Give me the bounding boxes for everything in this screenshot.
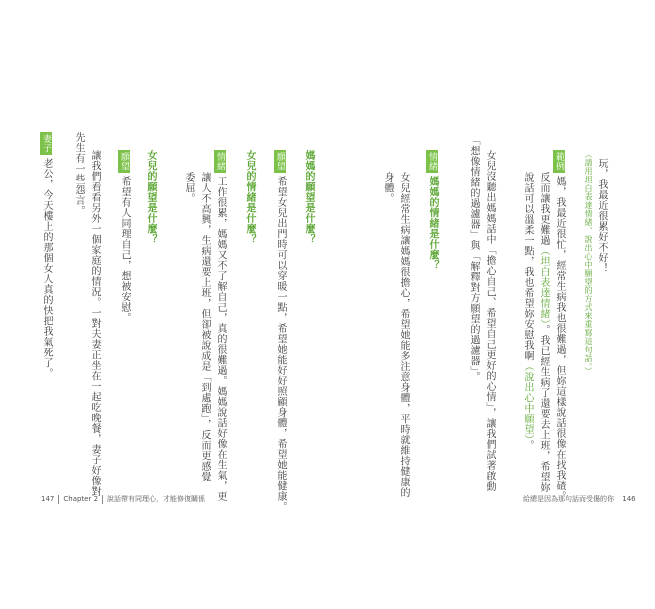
footer-left	[41, 494, 205, 504]
instruction-column: （請用坦白表達情緒、說出心中願望的方式來重寫這句話。）	[584, 150, 593, 376]
dialogue-column	[40, 132, 53, 379]
emotion-section	[426, 150, 439, 271]
wish-tag: 願望	[119, 152, 129, 171]
example-tag: 範例	[554, 152, 564, 171]
emotion-tag: 情緒	[215, 152, 225, 171]
text-span: 。	[522, 440, 533, 451]
page-number: 147	[41, 495, 55, 503]
text-span: 反而讓我更難過	[538, 172, 549, 246]
emotion-text: 工作很累，媽媽又不了解自己，真的很難過。媽媽說話好像在生氣，更	[215, 176, 226, 502]
text-span: 。我已經生病了還要去上班，希望妳	[538, 324, 549, 493]
wish-column	[118, 150, 131, 323]
wish-column	[274, 150, 287, 512]
text-column: 女兒經常生病讓媽媽很擔心，希望她能多注意身體，平時就維持健康的	[398, 172, 409, 498]
chapter-label: Chapter 2	[63, 495, 99, 503]
running-title: 給總是因為那句話而受傷的你	[523, 495, 614, 503]
section-heading: 媽媽的情緒是什麼？	[427, 176, 438, 271]
text-column: 委屈。	[183, 172, 194, 204]
divider	[58, 495, 59, 504]
chapter-title: 說話帶有同理心，才能修復關係	[107, 495, 206, 503]
text-column: 玩，我最近很累好不好！	[596, 158, 607, 274]
wish-annotation: （說出心中願望）	[522, 361, 533, 440]
text-column: 女兒沒聽出媽媽話中「擔心自己、希望自己更好的心情」，讓我們試著啟動	[484, 150, 495, 492]
dialogue-text: 老公，今天樓上的那個女人真的快把我氣死了。	[41, 158, 52, 379]
page-number: 146	[622, 495, 636, 503]
section-heading: 女兒的情緒是什麼？	[244, 150, 255, 245]
wish-tag: 願望	[275, 152, 285, 171]
wife-tag: 妻子	[41, 134, 51, 153]
text-column: 先生有一些怨言。	[73, 132, 84, 216]
text-column: 讓人不高興，生病還要上班，但卻被說成是「到處跑」，反而更感覺	[199, 172, 210, 482]
footer-right	[523, 494, 636, 504]
text-span: 說話可以溫柔一點，我也希望妳安慰我啊	[522, 172, 533, 361]
text-column: 讓我們看看另外一個家庭的情況。一對夫妻正坐在一起吃晚餐，妻子好像對	[89, 150, 100, 497]
text-column	[521, 172, 534, 451]
emotion-tag: 情緒	[427, 152, 437, 171]
text-column: 身體。	[382, 172, 393, 204]
emotion-annotation: （坦白表達情緒）	[538, 245, 549, 325]
wish-text: 希望有人同理自己，想被安慰。	[119, 176, 130, 323]
divider	[102, 495, 103, 504]
text-column: 「想像情緒的過濾器」與「解釋對方願望的過濾器」。	[468, 135, 479, 382]
text-column	[537, 172, 550, 493]
example-text: 媽，我最近很忙，經常生病我也很難過，但妳這樣說話很像在找我碴。	[554, 176, 565, 502]
section-heading: 媽媽的願望是什麼？	[303, 150, 314, 245]
wish-text: 希望女兒出門時可以穿暖一點，希望她能好好照顧身體，希望她能健康。	[275, 176, 286, 512]
emotion-column	[214, 150, 227, 502]
example-column	[553, 150, 566, 502]
section-heading: 女兒的願望是什麼？	[145, 150, 156, 245]
